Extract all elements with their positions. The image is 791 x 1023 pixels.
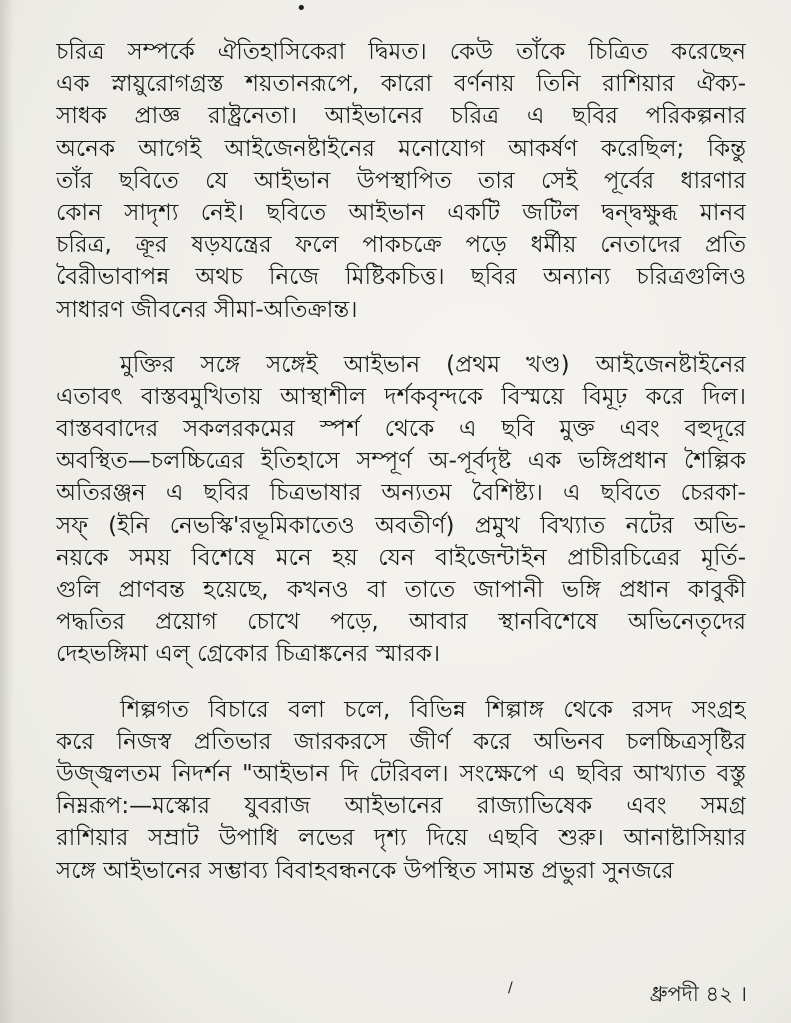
text-line: চরিত্র, ক্রূর ষড়যন্ত্রের ফলে পাকচক্রে পড়ে ধর্মীয় নেতাদের প্রতি [56, 232, 746, 259]
page-footer: ধ্রুপদী ৪২ । [649, 982, 747, 1006]
text-line: উজ্জ্বলতম নিদর্শন "আইভান দি টেরিবল। সংক্ষেপে এ ছবির আখ্যাত বস্তু [56, 760, 746, 787]
text-line: এতাবৎ বাস্তবমুখিতায় আস্থাশীল দর্শকবৃন্দকে বিস্ময়ে বিমূঢ় করে দিল। [56, 383, 746, 410]
text-line: কোন সাদৃশ্য নেই। ছবিতে আইভান একটি জটিল দ্বন্দ্বক্ষুব্ধ মানব [56, 199, 746, 226]
text-line: পদ্ধতির প্রয়োগ চোখে পড়ে, আবার স্থানবিশেষে অভিনেতৃদের [56, 609, 746, 636]
stray-ink-mark: / [508, 980, 513, 996]
text-line: বাস্তববাদের সকলরকমের স্পর্শ থেকে এ ছবি মুক্ত এবং বহুদূরে [56, 416, 746, 443]
page-spine-shadow [0, 0, 14, 1023]
text-line: বৈরীভাবাপন্ন অথচ নিজে মিষ্টিকচিত্ত। ছবির অন্যান্য চরিত্রগুলিও [56, 264, 746, 291]
text-line: চরিত্র সম্পর্কে ঐতিহাসিকেরা দ্বিমত। কেউ তাঁকে চিত্রিত করেছেন [56, 39, 746, 65]
text-line: অবস্থিত—চলচ্চিত্রের ইতিহাসে সম্পূর্ণ অ-পূর্বদৃষ্ট এক ভঙ্গিপ্রধান শৈল্পিক [56, 448, 746, 475]
paragraph-1 [56, 36, 746, 326]
text-line: শিল্পগত বিচারে বলা চলে, বিভিন্ন শিল্পাঙ্গ থেকে রসদ সংগ্রহ [120, 696, 746, 723]
text-line: সঙ্গে আইভানের সম্ভাব্য বিবাহবন্ধনকে উপস্থিত সামন্ত প্রভুরা সুনজরে [56, 857, 674, 884]
text-line: নিম্নরূপ:—মস্কোর যুবরাজ আইভানের রাজ্যাভিষেক এবং সমগ্র [56, 793, 746, 820]
text-line: মুক্তির সঙ্গে সঙ্গেই আইভান (প্রথম খণ্ড) আইজেনষ্টাইনের [120, 351, 746, 378]
text-line: রাশিয়ার সম্রাট উপাধি লভের দৃশ্য দিয়ে এছবি শুরু। আনাষ্টাসিয়ার [56, 825, 746, 852]
text-line: অনেক আগেই আইজেনষ্টাইনের মনোযোগ আকর্ষণ করেছিল; কিন্তু [56, 135, 746, 162]
text-line: নয়কে সময় বিশেষে মনে হয় যেন বাইজেন্টাইন প্রাচীরচিত্রের মূর্তি- [56, 544, 746, 571]
text-line: করে নিজস্ব প্রতিভার জারকরসে জীর্ণ করে অভিনব চলচ্চিত্রসৃষ্টির [56, 728, 746, 755]
text-line: সাধারণ জীবনের সীমা-অতিক্রান্ত। [56, 296, 358, 323]
text-line: দেহভঙ্গিমা এল্ গ্রেকোর চিত্রাঙ্কনের স্মারক। [56, 641, 441, 668]
paragraph-3 [56, 694, 746, 887]
text-line: সফ্ (ইনি নেভস্কি'রভূমিকাতেও অবতীর্ণ) প্রমুখ বিখ্যাত নটের অভি- [56, 512, 746, 539]
text-line: সাধক প্রাজ্ঞ রাষ্ট্রনেতা। আইভানের চরিত্র এ ছবির পরিকল্পনার [56, 103, 746, 130]
text-line: এক স্নায়ুরোগগ্রস্ত শয়তানরূপে, কারো বর্ণনায় তিনি রাশিয়ার ঐক্য- [56, 71, 746, 98]
body-text [56, 36, 746, 887]
text-line: তাঁর ছবিতে যে আইভান উপস্থাপিত তার সেই পূর্বের ধারণার [56, 167, 746, 194]
paragraph-2 [56, 349, 746, 671]
text-line: অতিরঞ্জন এ ছবির চিত্রভাষার অন্যতম বৈশিষ্ট্য। এ ছবিতে চেরকা- [56, 480, 746, 507]
text-line: গুলি প্রাণবন্ত হয়েছে, কখনও বা তাতে জাপানী ভঙ্গি প্রধান কাবুকী [56, 577, 746, 603]
top-ink-mark: • [296, 0, 307, 19]
